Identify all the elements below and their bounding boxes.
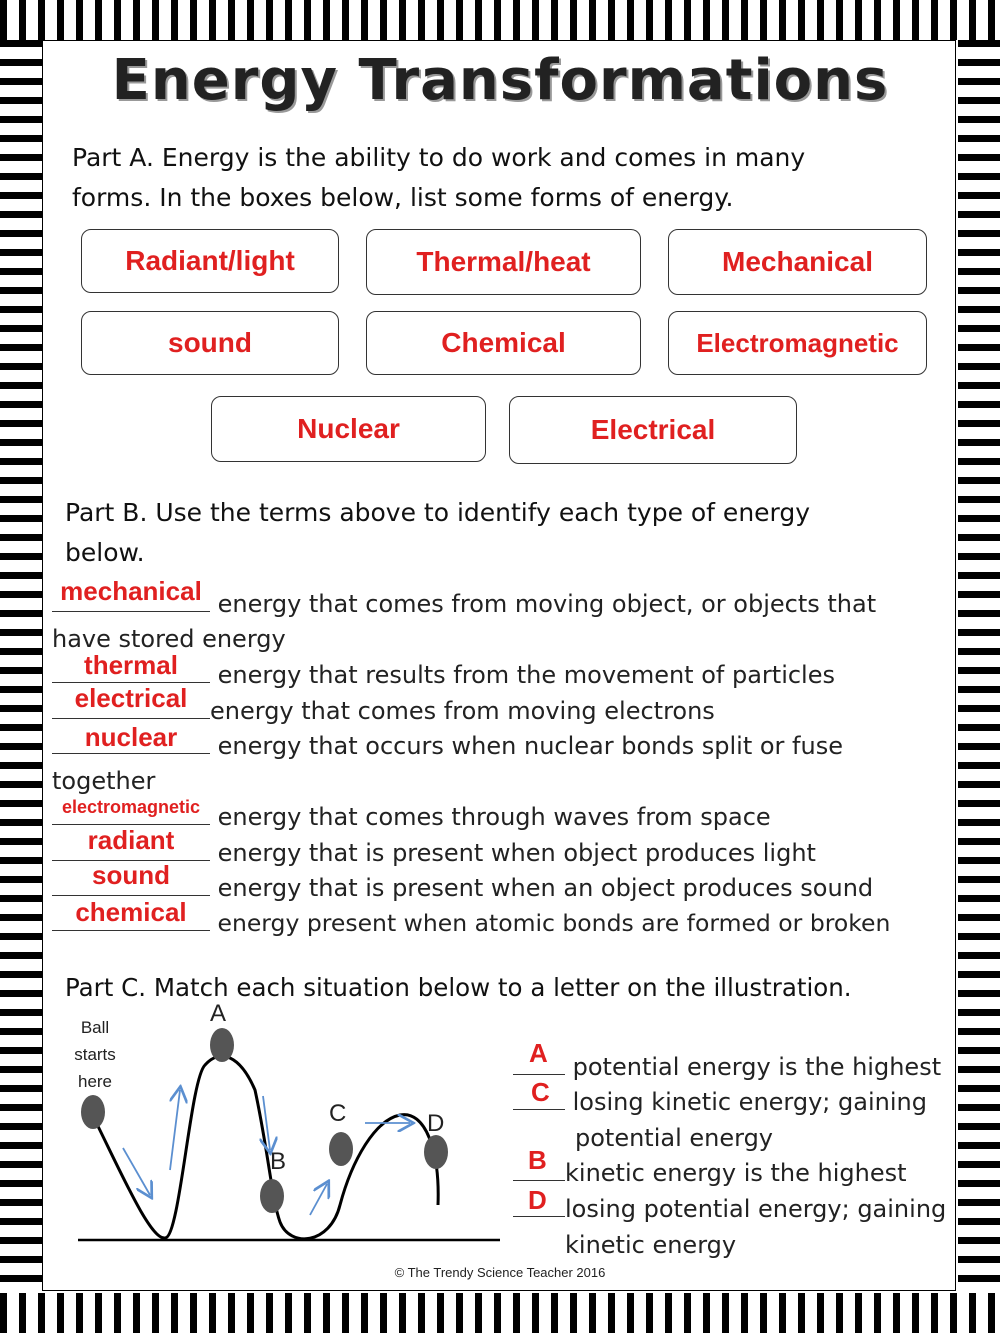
definition-text: energy that comes through waves from space (217, 803, 771, 831)
part-a-intro-line2: forms. In the boxes below, list some forms of energy. (72, 183, 734, 212)
diagram-label-d: D (427, 1110, 445, 1137)
ball-start-label-2: starts (74, 1045, 116, 1064)
arrow-up-1 (170, 1090, 180, 1170)
energy-box-4[interactable]: sound (81, 311, 339, 375)
answer-mechanical: mechanical (60, 576, 202, 606)
part-b-intro-line2: below. (65, 538, 145, 567)
answer-blank[interactable] (52, 838, 210, 861)
match-answer-d: D (528, 1185, 547, 1215)
definition-text: energy that occurs when nuclear bonds split or fuse (217, 732, 843, 760)
definition-text: energy that comes from moving object, or objects that (217, 590, 877, 618)
answer-blank[interactable] (52, 660, 210, 683)
definition-continuation: have stored energy (52, 625, 286, 653)
page-border-left (0, 40, 42, 1293)
part-b-intro-line1: Part B. Use the terms above to identify each type of energy (65, 498, 811, 527)
answer-blank[interactable] (52, 696, 210, 719)
match-continuation: kinetic energy (565, 1231, 737, 1259)
energy-box-1[interactable]: Radiant/light (81, 229, 339, 293)
definition-text: energy that comes from moving electrons (210, 697, 715, 725)
part-c-heading: Part C. Match each situation below to a letter on the illustration. (65, 973, 852, 1002)
ball-start-label-1: Ball (80, 1018, 110, 1037)
diagram-label-b: B (270, 1148, 287, 1175)
match-text: losing potential energy; gaining (565, 1195, 947, 1223)
energy-box-5[interactable]: Chemical (366, 311, 641, 375)
match-continuation: potential energy (575, 1124, 774, 1152)
answer-blank[interactable] (52, 802, 210, 825)
match-blank[interactable] (513, 1087, 565, 1110)
energy-box-7[interactable]: Nuclear (211, 396, 486, 462)
part-a-intro-line1: Part A. Energy is the ability to do work and comes in many (72, 143, 806, 172)
answer-blank[interactable] (52, 873, 210, 896)
match-row[interactable] (513, 1085, 927, 1119)
match-text: potential energy is the highest (572, 1053, 942, 1081)
match-text: losing kinetic energy; gaining (572, 1088, 927, 1116)
match-answer-c: C (531, 1077, 550, 1107)
match-answer-a: A (529, 1038, 548, 1068)
match-text: kinetic energy is the highest (565, 1159, 907, 1187)
definition-text: energy that results from the movement of particles (217, 661, 835, 689)
definition-text: energy that is present when an object produces sound (217, 874, 874, 902)
match-blank[interactable] (513, 1158, 565, 1181)
energy-box-2[interactable]: Thermal/heat (366, 229, 641, 295)
answer-blank[interactable] (52, 908, 210, 931)
page-border-right (958, 40, 1000, 1293)
energy-box-3[interactable]: Mechanical (668, 229, 927, 295)
page-border-bottom (0, 1293, 1000, 1333)
energy-box-8[interactable]: Electrical (509, 396, 797, 464)
arrow-up-2 (310, 1184, 327, 1215)
match-answer-b: B (528, 1145, 547, 1175)
match-row[interactable] (513, 1156, 907, 1190)
definition-text: energy that is present when object produces light (217, 839, 816, 867)
copyright-footer: © The Trendy Science Teacher 2016 (394, 1265, 606, 1280)
match-row[interactable] (513, 1050, 941, 1084)
match-blank[interactable] (513, 1052, 565, 1075)
definition-row[interactable] (52, 729, 843, 763)
definition-row[interactable] (52, 906, 890, 940)
definition-text: energy present when atomic bonds are formed or broken (217, 909, 891, 937)
page-border-top (0, 0, 1000, 40)
answer-electrical: electrical (74, 683, 188, 713)
definition-continuation: together (52, 767, 156, 795)
answer-radiant: radiant (87, 825, 175, 855)
match-row[interactable] (513, 1192, 946, 1226)
definition-row[interactable] (52, 587, 876, 621)
answer-sound: sound (92, 860, 170, 890)
diagram-label-a: A (210, 1000, 227, 1027)
answer-blank[interactable] (52, 731, 210, 754)
answer-chemical: chemical (75, 897, 187, 927)
match-blank[interactable] (513, 1194, 565, 1217)
ball-start-label-3: here (77, 1072, 113, 1091)
page-title: Energy Transformations (111, 48, 889, 113)
ball-d (424, 1135, 448, 1169)
energy-box-6[interactable]: Electromagnetic (668, 311, 927, 375)
ball-a (210, 1028, 234, 1062)
answer-blank[interactable] (52, 589, 210, 612)
ball-c (329, 1132, 353, 1166)
ball-b (260, 1179, 284, 1213)
answer-nuclear: nuclear (84, 722, 178, 752)
answer-electromagnetic: electromagnetic (61, 797, 201, 817)
ball-start (81, 1095, 105, 1129)
track-curve (90, 1056, 438, 1239)
answer-thermal: thermal (84, 650, 178, 680)
diagram-label-c: C (329, 1100, 347, 1127)
